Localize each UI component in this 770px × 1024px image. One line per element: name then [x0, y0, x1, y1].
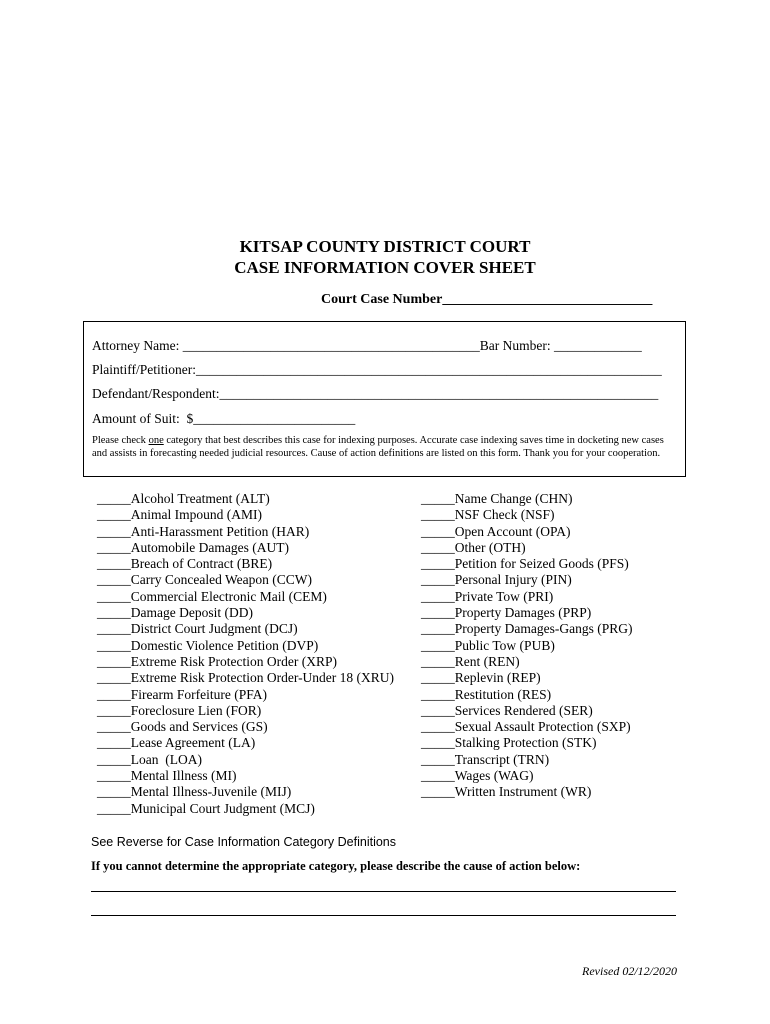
category-option[interactable]: _____Written Instrument (WR): [421, 784, 592, 800]
category-option[interactable]: _____Damage Deposit (DD): [97, 605, 253, 621]
category-option[interactable]: _____Stalking Protection (STK): [421, 735, 597, 751]
category-option[interactable]: _____Rent (REN): [421, 653, 520, 669]
category-option[interactable]: _____Mental Illness-Juvenile (MIJ): [97, 784, 292, 800]
category-option[interactable]: _____Extreme Risk Protection Order (XRP): [97, 653, 337, 669]
court-case-number-field[interactable]: Court Case Number______________________________: [321, 292, 653, 307]
note-text-start: Please check: [92, 435, 149, 446]
category-option[interactable]: _____Sexual Assault Protection (SXP): [421, 719, 631, 735]
category-option[interactable]: _____Property Damages-Gangs (PRG): [421, 621, 633, 637]
category-option[interactable]: _____Extreme Risk Protection Order-Under 18 (XRU): [97, 670, 395, 686]
category-list-left: [97, 491, 394, 817]
document-title: [0, 236, 770, 278]
category-option[interactable]: _____Property Damages (PRP): [421, 605, 592, 621]
title-line-court: KITSAP COUNTY DISTRICT COURT: [239, 237, 531, 256]
cause-of-action-instruction: If you cannot determine the appropriate category, please describe the cause of action below:: [91, 859, 581, 873]
category-option[interactable]: _____Carry Concealed Weapon (CCW): [97, 572, 312, 588]
category-option[interactable]: _____Name Change (CHN): [421, 491, 573, 506]
category-option[interactable]: _____Petition for Seized Goods (PFS): [421, 556, 629, 572]
category-option[interactable]: _____Public Tow (PUB): [421, 637, 555, 653]
attorney-name-field[interactable]: Attorney Name: ____________________________________________Bar Number: _____________: [92, 338, 642, 353]
category-option[interactable]: _____Goods and Services (GS): [97, 719, 268, 735]
note-text-one: one: [148, 435, 164, 446]
reverse-note: See Reverse for Case Information Category Definitions: [91, 835, 397, 849]
category-option[interactable]: _____Private Tow (PRI): [421, 588, 554, 604]
title-line-form: CASE INFORMATION COVER SHEET: [234, 258, 536, 277]
category-option[interactable]: _____Breach of Contract (BRE): [97, 556, 273, 572]
note-text-end: category that best describes this case for indexing purposes. Accurate case indexing saves time in docketing new cases and assists in forecasting needed judicial resources. Cause of action definitions are listed on this form. Thank you for your cooperation.: [92, 435, 664, 459]
category-option[interactable]: _____Anti-Harassment Petition (HAR): [97, 523, 310, 539]
category-option[interactable]: _____Replevin (REP): [421, 670, 541, 686]
category-option[interactable]: _____Personal Injury (PIN): [421, 572, 572, 588]
category-option[interactable]: _____Municipal Court Judgment (MCJ): [97, 800, 315, 816]
category-option[interactable]: _____Firearm Forfeiture (PFA): [97, 686, 267, 702]
category-option[interactable]: _____Transcript (TRN): [421, 751, 550, 767]
category-option[interactable]: _____Restitution (RES): [421, 686, 552, 702]
category-option[interactable]: _____Loan (LOA): [97, 751, 202, 767]
category-option[interactable]: _____Alcohol Treatment (ALT): [97, 491, 270, 506]
category-option[interactable]: _____Services Rendered (SER): [421, 702, 593, 718]
defendant-field[interactable]: Defendant/Respondent:_________________________________________________________________: [92, 386, 659, 401]
amount-of-suit-field[interactable]: Amount of Suit: $________________________: [92, 411, 356, 426]
category-option[interactable]: _____Animal Impound (AMI): [97, 507, 262, 523]
category-option[interactable]: _____Other (OTH): [421, 539, 526, 555]
category-option[interactable]: _____Lease Agreement (LA): [97, 735, 256, 751]
cause-of-action-line-2[interactable]: [91, 915, 676, 916]
category-option[interactable]: _____Automobile Damages (AUT): [97, 539, 289, 555]
category-option[interactable]: _____Wages (WAG): [421, 768, 534, 784]
category-option[interactable]: _____Mental Illness (MI): [97, 768, 237, 784]
indexing-instructions: [92, 434, 680, 460]
case-info-box: [83, 321, 686, 477]
revision-date: Revised 02/12/2020: [582, 964, 677, 978]
category-option[interactable]: _____Foreclosure Lien (FOR): [97, 702, 262, 718]
category-option[interactable]: _____NSF Check (NSF): [421, 507, 555, 523]
plaintiff-field[interactable]: Plaintiff/Petitioner:_____________________________________________________________________: [92, 362, 662, 377]
category-option[interactable]: _____Domestic Violence Petition (DVP): [97, 637, 319, 653]
category-list-right: [421, 491, 632, 801]
cause-of-action-line-1[interactable]: [91, 891, 676, 892]
category-option[interactable]: _____Open Account (OPA): [421, 523, 571, 539]
category-option[interactable]: _____District Court Judgment (DCJ): [97, 621, 298, 637]
category-option[interactable]: _____Commercial Electronic Mail (CEM): [97, 588, 327, 604]
